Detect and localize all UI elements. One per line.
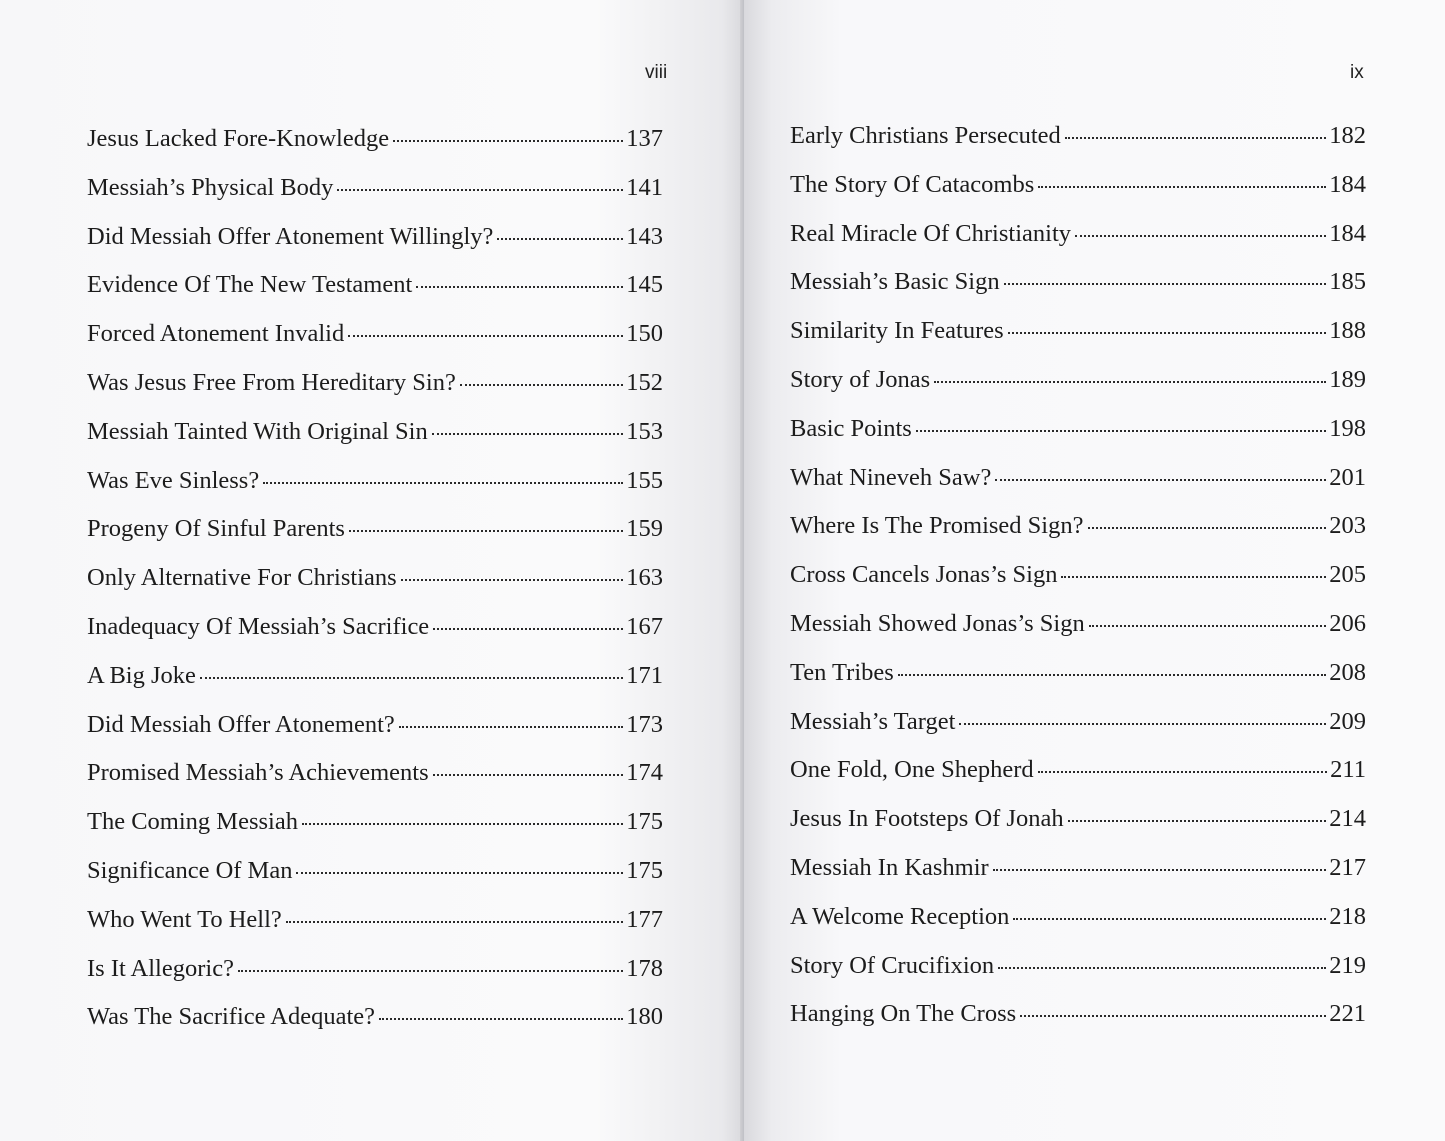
toc-entry-page: 185: [1329, 268, 1366, 296]
dot-leader: [349, 530, 623, 532]
toc-entry-page: 174: [626, 759, 663, 787]
toc-entry: [790, 360, 1366, 409]
dot-leader: [1061, 576, 1326, 578]
dot-leader: [497, 238, 623, 240]
toc-entry-title: Progeny Of Sinful Parents: [87, 515, 345, 543]
toc-entry-title: Basic Points: [790, 414, 912, 442]
toc-entry-page: 201: [1329, 463, 1366, 491]
toc-entry: [87, 217, 663, 266]
toc-entry-page: 208: [1329, 658, 1366, 686]
toc-entry-title: Was Jesus Free From Hereditary Sin?: [87, 368, 456, 396]
dot-leader: [993, 869, 1327, 871]
page-number: ix: [1350, 62, 1364, 83]
toc-entry-page: 211: [1330, 756, 1366, 784]
toc-entry-page: 153: [626, 417, 663, 445]
toc-entry: [790, 458, 1366, 507]
toc-entry: [87, 461, 663, 510]
toc-entry-title: Is It Allegoric?: [87, 954, 234, 982]
toc-entry-page: 221: [1329, 1000, 1366, 1028]
toc-entry: [790, 214, 1366, 263]
toc-entry-title: Was Eve Sinless?: [87, 466, 260, 494]
toc-entry-page: 206: [1329, 609, 1366, 637]
toc-entry: [790, 994, 1366, 1043]
toc-entry-title: Cross Cancels Jonas’s Sign: [790, 561, 1058, 589]
dot-leader: [1038, 186, 1326, 188]
toc-entry-title: Forced Atonement Invalid: [87, 320, 345, 348]
toc-entry-title: Story of Jonas: [790, 365, 931, 393]
toc-entry-page: 137: [626, 125, 663, 152]
toc-entry-title: Only Alternative For Christians: [87, 564, 397, 592]
toc-entry: [87, 900, 663, 949]
toc-entry: [790, 897, 1366, 946]
dot-leader: [393, 140, 623, 142]
right-page: [744, 0, 1445, 1141]
toc-entry: [790, 506, 1366, 555]
dot-leader: [1068, 820, 1327, 822]
toc-entry: [87, 265, 663, 314]
toc-entry-title: Messiah’s Basic Sign: [790, 268, 1000, 296]
toc-entry-title: Significance Of Man: [87, 856, 293, 884]
dot-leader: [934, 381, 1326, 383]
toc-entry-title: What Nineveh Saw?: [790, 463, 992, 491]
toc-entry: [790, 946, 1366, 995]
dot-leader: [200, 677, 623, 679]
toc-entry-page: 189: [1329, 365, 1366, 393]
toc-entry: [87, 997, 663, 1046]
toc-entry: [87, 509, 663, 558]
dot-leader: [1089, 625, 1327, 627]
toc-entry: [87, 851, 663, 900]
toc-entry: [87, 802, 663, 851]
toc-entry-title: Story Of Crucifixion: [790, 951, 995, 979]
toc-entry: [87, 949, 663, 998]
page-number: viii: [645, 62, 668, 83]
dot-leader: [916, 430, 1326, 432]
toc-entry: [790, 409, 1366, 458]
toc-entry-page: 143: [626, 222, 663, 250]
table-of-contents: [790, 116, 1366, 1043]
toc-entry-title: A Welcome Reception: [790, 902, 1010, 930]
toc-entry-page: 159: [626, 515, 663, 543]
toc-entry-title: Ten Tribes: [790, 658, 894, 686]
toc-entry-page: 184: [1329, 219, 1366, 247]
toc-entry: [790, 165, 1366, 214]
toc-entry: [790, 750, 1366, 799]
toc-entry-title: Did Messiah Offer Atonement?: [87, 710, 395, 738]
toc-entry-title: Inadequacy Of Messiah’s Sacrifice: [87, 612, 430, 640]
toc-entry: [87, 558, 663, 607]
toc-entry-title: Where Is The Promised Sign?: [790, 512, 1084, 540]
dot-leader: [959, 723, 1326, 725]
toc-entry: [790, 116, 1366, 165]
dot-leader: [1004, 283, 1327, 285]
toc-entry: [87, 314, 663, 363]
toc-entry: [87, 412, 663, 461]
toc-entry-page: 173: [626, 710, 663, 738]
toc-entry-title: Jesus Lacked Fore-Knowledge: [87, 125, 390, 152]
toc-entry-title: The Story Of Catacombs: [790, 170, 1035, 198]
dot-leader: [1038, 771, 1328, 773]
toc-entry-page: 178: [626, 954, 663, 982]
toc-entry-page: 188: [1329, 317, 1366, 345]
toc-entry-title: Hanging On The Cross: [790, 1000, 1017, 1028]
toc-entry-title: Messiah’s Physical Body: [87, 173, 334, 201]
dot-leader: [1088, 527, 1327, 529]
toc-entry: [790, 262, 1366, 311]
toc-entry-page: 198: [1329, 414, 1366, 442]
dot-leader: [460, 384, 623, 386]
toc-entry-title: Was The Sacrifice Adequate?: [87, 1003, 376, 1031]
toc-entry-title: Jesus In Footsteps Of Jonah: [790, 805, 1064, 833]
dot-leader: [1065, 137, 1326, 139]
toc-entry-page: 175: [626, 856, 663, 884]
toc-entry-title: Did Messiah Offer Atonement Willingly?: [87, 222, 494, 250]
toc-entry-title: Real Miracle Of Christianity: [790, 219, 1071, 247]
toc-entry-title: Early Christians Persecuted: [790, 122, 1061, 149]
toc-entry-page: 214: [1329, 805, 1366, 833]
toc-entry-page: 163: [626, 564, 663, 592]
toc-entry: [790, 604, 1366, 653]
toc-entry-title: One Fold, One Shepherd: [790, 756, 1034, 784]
toc-entry-page: 167: [626, 612, 663, 640]
toc-entry-title: Promised Messiah’s Achievements: [87, 759, 429, 787]
dot-leader: [433, 774, 624, 776]
toc-entry-page: 203: [1329, 512, 1366, 540]
toc-entry-page: 171: [626, 661, 663, 689]
toc-entry-page: 150: [626, 320, 663, 348]
toc-entry-title: Messiah Showed Jonas’s Sign: [790, 609, 1085, 637]
toc-entry: [790, 311, 1366, 360]
dot-leader: [263, 482, 623, 484]
toc-entry-page: 177: [626, 905, 663, 933]
dot-leader: [238, 970, 623, 972]
toc-entry-title: Messiah Tainted With Original Sin: [87, 417, 428, 445]
dot-leader: [1075, 235, 1326, 237]
toc-entry-page: 209: [1329, 707, 1366, 735]
toc-entry-page: 155: [626, 466, 663, 494]
toc-entry-page: 182: [1329, 122, 1366, 149]
toc-entry-title: The Coming Messiah: [87, 808, 298, 836]
dot-leader: [998, 967, 1326, 969]
dot-leader: [433, 628, 623, 630]
toc-entry-page: 145: [626, 271, 663, 299]
dot-leader: [286, 921, 623, 923]
toc-entry: [87, 656, 663, 705]
dot-leader: [416, 286, 623, 288]
toc-entry: [87, 168, 663, 217]
dot-leader: [1020, 1015, 1326, 1017]
dot-leader: [1008, 332, 1327, 334]
dot-leader: [379, 1018, 623, 1020]
toc-entry-title: Messiah In Kashmir: [790, 853, 989, 881]
toc-entry: [87, 119, 663, 168]
toc-entry: [87, 363, 663, 412]
toc-entry: [790, 555, 1366, 604]
toc-entry-page: 205: [1329, 561, 1366, 589]
dot-leader: [337, 189, 623, 191]
toc-entry-page: 218: [1329, 902, 1366, 930]
toc-entry: [87, 753, 663, 802]
toc-entry-title: A Big Joke: [87, 661, 196, 689]
dot-leader: [296, 872, 623, 874]
dot-leader: [1013, 918, 1326, 920]
toc-entry-page: 180: [626, 1003, 663, 1031]
dot-leader: [348, 335, 623, 337]
toc-entry: [790, 799, 1366, 848]
toc-entry-title: Similarity In Features: [790, 317, 1004, 345]
toc-entry: [87, 705, 663, 754]
table-of-contents: [87, 119, 663, 1046]
dot-leader: [302, 823, 623, 825]
toc-entry: [790, 653, 1366, 702]
dot-leader: [898, 674, 1326, 676]
toc-entry-page: 219: [1329, 951, 1366, 979]
toc-entry-page: 217: [1329, 853, 1366, 881]
toc-entry-page: 141: [626, 173, 663, 201]
toc-entry-title: Who Went To Hell?: [87, 905, 282, 933]
dot-leader: [399, 726, 623, 728]
toc-entry: [790, 848, 1366, 897]
dot-leader: [995, 479, 1326, 481]
dot-leader: [432, 433, 624, 435]
toc-entry-title: Messiah’s Target: [790, 707, 956, 735]
toc-entry: [87, 607, 663, 656]
toc-entry: [790, 702, 1366, 751]
toc-entry-title: Evidence Of The New Testament: [87, 271, 413, 299]
dot-leader: [401, 579, 624, 581]
toc-entry-page: 184: [1329, 170, 1366, 198]
toc-entry-page: 152: [626, 368, 663, 396]
toc-entry-page: 175: [626, 808, 663, 836]
